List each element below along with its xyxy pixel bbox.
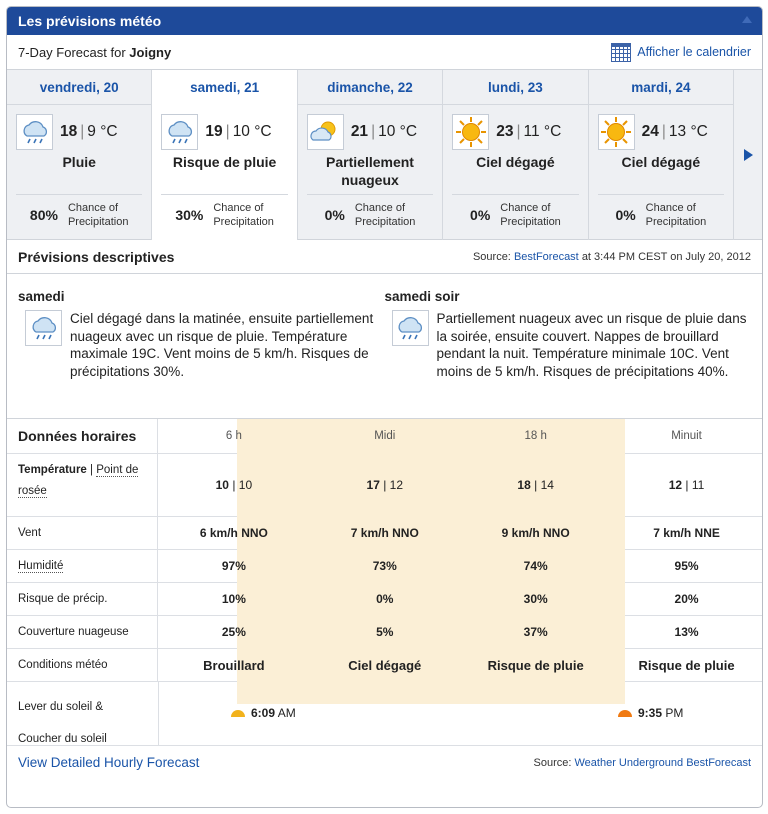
wind-value: 6 km/h NNO (199, 526, 268, 540)
temp-cell: 18 | 14 (517, 478, 554, 492)
sun-row (7, 682, 762, 746)
time-header: Midi (374, 430, 396, 442)
temp-high: 18 (60, 123, 78, 140)
cloud-value: 5% (376, 625, 394, 639)
forecast-prefix: 7-Day Forecast for (18, 44, 126, 60)
wind-value: 7 km/h NNE (653, 526, 720, 540)
temp-low: 11 °C (523, 123, 562, 140)
forecast-location (18, 45, 171, 60)
row-label: Couverture nuageuse (7, 616, 158, 648)
calendar-link[interactable] (611, 43, 751, 62)
condition-value: Ciel dégagé (348, 657, 422, 673)
precip-percent: 30% (175, 206, 204, 223)
day-name: mardi, 24 (589, 70, 733, 105)
temp-low: 10 °C (378, 123, 418, 140)
weather-underground-link[interactable]: Weather Underground BestForecast (574, 756, 751, 769)
day-tab[interactable]: mardi, 24 24 | 13 °C Ciel dégagé 0% Chance of Precipitation (589, 70, 734, 240)
weather-widget (6, 6, 763, 808)
cloud-value: 37% (523, 625, 548, 639)
precip-percent: 80% (29, 206, 58, 223)
temp-high: 21 (350, 123, 369, 140)
day-condition: Ciel dégagé (476, 154, 555, 170)
sunrise-icon (231, 710, 245, 717)
temp-label: Température (18, 464, 87, 476)
period-title: samedi (18, 289, 65, 304)
collapse-icon[interactable] (742, 16, 752, 23)
period-text: Partiellement nuageux avec un risque de pluie dans la soirée, ensuite couvert. Nappes de brouillard pendant la nuit. Température minimale 10C. Vent moins de 5 km/h. Risques de précipitations 40%. (436, 311, 747, 379)
sunset: 9:35 PM (618, 706, 683, 720)
time-header: Minuit (671, 430, 702, 442)
next-days-arrow-icon[interactable] (734, 70, 762, 239)
humidity-value: 73% (372, 559, 397, 573)
temp-low: 9 °C (87, 123, 118, 140)
calendar-link-label: Afficher le calendrier (637, 45, 751, 59)
rain-cloud-icon (392, 310, 429, 346)
time-header: 6 h (225, 430, 242, 442)
temperature-label: Température | Point de rosée (7, 454, 158, 516)
detailed-hourly-link[interactable]: View Detailed Hourly Forecast (18, 755, 200, 770)
humidity-row (7, 550, 762, 583)
widget-title: Les prévisions météo (18, 13, 162, 29)
conditions-row (7, 649, 762, 682)
forecast-header (7, 35, 762, 70)
humidity-value: 74% (523, 559, 548, 573)
precip-value: 30% (523, 592, 548, 606)
day-tab[interactable]: vendredi, 20 18 | 9 °C Pluie 80% Chance of Precipitation (7, 70, 152, 240)
period-title: samedi soir (384, 289, 460, 304)
humidity-value: 95% (674, 559, 699, 573)
partly-cloudy-icon (307, 114, 344, 150)
precip-value: 20% (674, 592, 699, 606)
city-name: Joigny (129, 44, 172, 60)
daily-forecast-strip (7, 70, 762, 240)
precip-percent: 0% (470, 206, 491, 223)
precip-box (452, 194, 578, 234)
day-condition: Partiellement nuageux (326, 154, 414, 188)
cloud-cover-row (7, 616, 762, 649)
rain-cloud-icon (161, 114, 198, 150)
row-label: Conditions météo (7, 649, 158, 681)
precip-label: Chance of Precipitation (354, 201, 416, 228)
temp-cell: 12 | 11 (668, 478, 705, 492)
sun-icon (598, 114, 635, 150)
hourly-table (7, 419, 762, 746)
descriptive-body (7, 274, 762, 419)
temp-cell: 10 | 10 (215, 478, 253, 492)
precip-label: Chance of Precipitation (500, 201, 561, 228)
day-name: vendredi, 20 (7, 70, 151, 105)
condition-value: Risque de pluie (487, 657, 584, 673)
precip-label: Chance of Precipitation (213, 201, 274, 228)
dew-point-link[interactable]: Point de rosée (18, 464, 139, 497)
precip-label: Chance of Precipitation (67, 201, 129, 228)
temp-low: 10 °C (232, 123, 272, 140)
footer-source: Source: Weather Underground BestForecast (533, 756, 751, 769)
wind-row (7, 517, 762, 550)
descriptive-header (7, 240, 762, 274)
day-name: dimanche, 22 (298, 70, 442, 105)
cloud-value: 13% (674, 625, 699, 639)
hourly-header-row (7, 419, 762, 454)
precip-percent: 0% (324, 206, 345, 223)
widget-titlebar (7, 7, 762, 35)
temp-low: 13 °C (668, 123, 708, 140)
day-tab[interactable]: dimanche, 22 21 | 10 °C Partiellement nuageux 0% Chance of Precipitation (298, 70, 443, 240)
temp-high: 24 (641, 123, 659, 140)
sun-label: Lever du soleil & Coucher du soleil (7, 682, 159, 745)
period-block (18, 289, 385, 418)
wind-value: 7 km/h NNO (350, 526, 419, 540)
rain-cloud-icon (16, 114, 53, 150)
widget-footer (7, 746, 762, 779)
hourly-title: Données horaires (7, 419, 158, 453)
precip-box (598, 194, 724, 234)
wind-value: 9 km/h NNO (501, 526, 570, 540)
period-block (385, 289, 752, 418)
precip-value: 0% (376, 592, 394, 606)
condition-value: Risque de pluie (638, 657, 735, 673)
precip-value: 10% (221, 592, 246, 606)
temp-high: 23 (496, 123, 514, 140)
temperature-row (7, 454, 762, 517)
descriptive-title: Prévisions descriptives (18, 248, 175, 265)
row-label: Risque de précip. (7, 583, 158, 615)
day-tab-selected[interactable]: samedi, 21 19 | 10 °C Risque de pluie 30% Chance of Precipitation (152, 70, 297, 240)
temp-high: 19 (205, 123, 223, 140)
day-name: samedi, 21 (152, 70, 296, 105)
day-name: lundi, 23 (443, 70, 587, 105)
sun-times (159, 682, 762, 745)
humidity-value: 97% (221, 559, 246, 573)
period-text: Ciel dégagé dans la matinée, ensuite partiellement nuageux avec un risque de pluie. Température maximale 19C. Vent moins de 5 km/h. Risques de précipitations 30%. (70, 311, 374, 379)
sunrise: 6:09 AM (231, 706, 296, 720)
day-tab[interactable]: lundi, 23 23 | 11 °C Ciel dégagé 0% Chance of Precipitation (443, 70, 588, 240)
precip-box (307, 194, 433, 234)
precip-box (16, 194, 142, 234)
humidity-link[interactable]: Humidité (18, 559, 64, 572)
day-condition: Ciel dégagé (621, 154, 701, 170)
condition-value: Brouillard (203, 657, 265, 673)
cloud-value: 25% (221, 625, 246, 639)
day-condition: Risque de pluie (172, 154, 277, 170)
descriptive-source: Source: BestForecast at 3:44 PM CEST on July 20, 2012 (472, 250, 751, 263)
day-condition: Pluie (62, 154, 96, 170)
sunset-icon (618, 710, 632, 717)
row-label: Vent (7, 517, 158, 549)
precip-box (161, 194, 287, 234)
precip-label: Chance of Precipitation (645, 201, 707, 228)
bestforecast-link[interactable]: BestForecast (513, 250, 579, 263)
precip-risk-row (7, 583, 762, 616)
precip-percent: 0% (615, 206, 636, 223)
sun-icon (452, 114, 489, 150)
time-header: 18 h (524, 430, 547, 442)
calendar-icon (611, 43, 631, 62)
temp-cell: 17 | 12 (366, 478, 404, 492)
rain-cloud-icon (25, 310, 62, 346)
